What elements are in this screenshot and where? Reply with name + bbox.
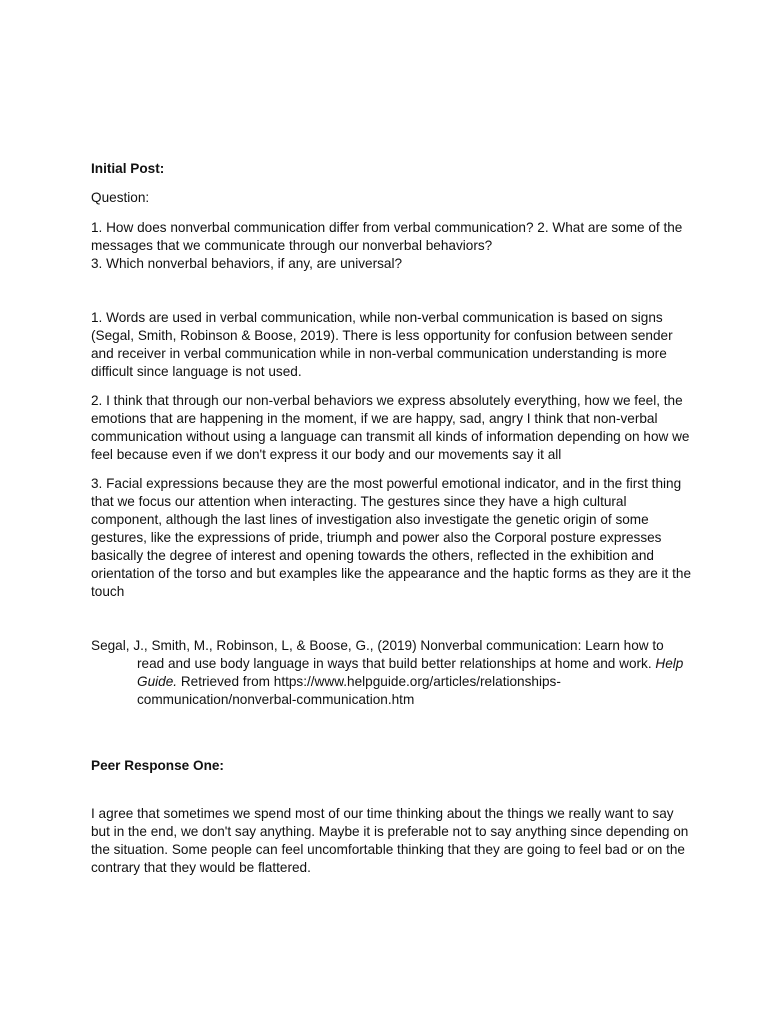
answer-paragraph-3: 3. Facial expressions because they are the most powerful emotional indicator, and in the first thing that we focus our attention when interacting. The gestures since they have a high cultural component, although the last lines of investigation also investigate the genetic origin of some gestures, like the expressions of pride, triumph and power also the Corporal posture expresses basically the degree of interest and opening towards the others, reflected in the exhibition and orientation of the torso and but examples like the appearance and the haptic forms as they are it the touch — [91, 476, 692, 599]
reference-source-title: Help Guide. — [137, 656, 684, 689]
reference-citation — [91, 637, 691, 709]
question-label: Question: — [91, 190, 150, 205]
initial-post-heading: Initial Post: — [91, 161, 165, 176]
answer-paragraph-2: 2. I think that through our non-verbal behaviors we express absolutely everything, how we feel, the emotions that are happening in the moment, if we are happy, sad, angry I think that non-verbal communication without using a language can transmit all kinds of information depending on how we feel because even if we don't express it our body and our movements say it all — [91, 393, 690, 462]
document-content — [91, 160, 691, 877]
question-text-line1: 1. How does nonverbal communication differ from verbal communication? 2. What are some of the messages that we communicate through our nonverbal behaviors? — [91, 220, 683, 253]
peer-response-text: I agree that sometimes we spend most of our time thinking about the things we really want to say but in the end, we don't say anything. Maybe it is preferable not to say anything since depending on the situation. Some people can feel uncomfortable thinking that they are going to feel bad or on the contrary that they would be flattered. — [91, 806, 689, 875]
reference-part1: Segal, J., Smith, M., Robinson, L, & Boose, G., (2019) Nonverbal communication: Learn how to read and use body language in ways that build better relationships at home and work. — [91, 638, 664, 671]
question-text-line2: 3. Which nonverbal behaviors, if any, are universal? — [91, 256, 403, 271]
peer-response-heading: Peer Response One: — [91, 758, 224, 773]
question-text — [91, 219, 691, 273]
reference-part2: Retrieved from https://www.helpguide.org/articles/relationships-communication/nonverbal-communication.htm — [137, 674, 561, 707]
answer-paragraph-1: 1. Words are used in verbal communication, while non-verbal communication is based on signs (Segal, Smith, Robinson & Boose, 2019). There is less opportunity for confusion between sender and receiver in verbal communication while in non-verbal communication understanding is more difficult since language is not used. — [91, 310, 673, 379]
